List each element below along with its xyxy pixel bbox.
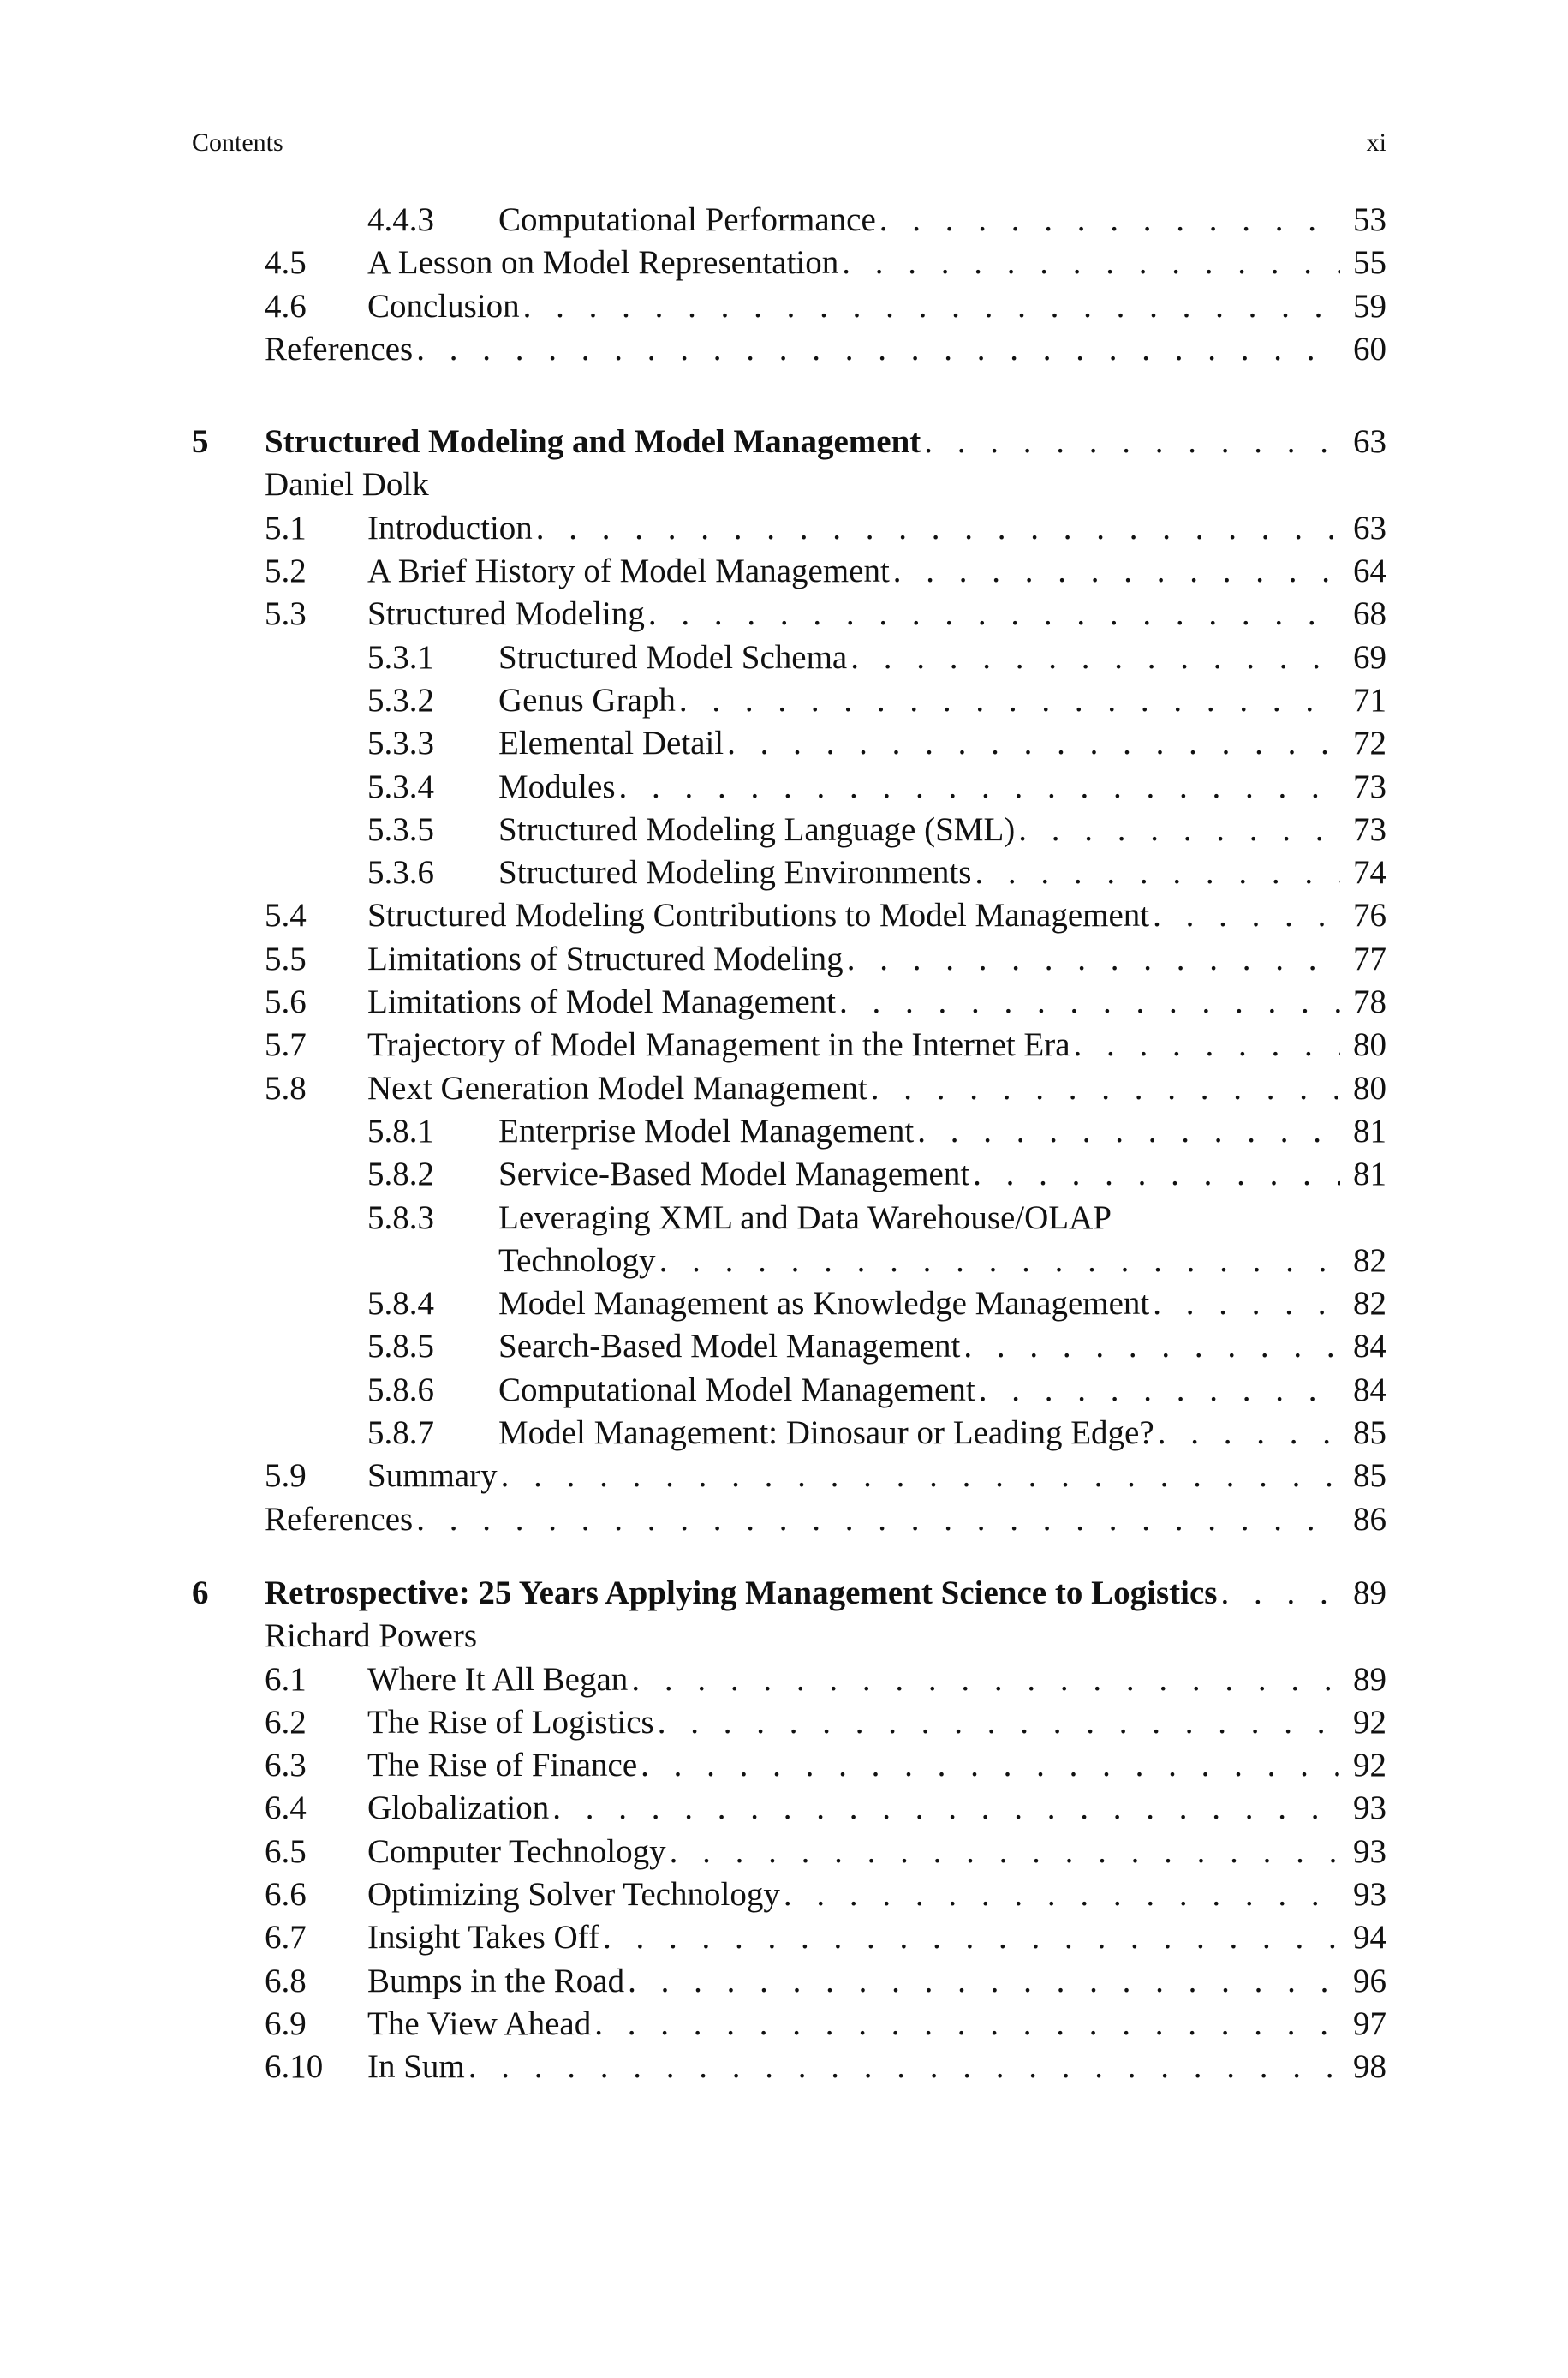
- leader-dots: [658, 1701, 1340, 1744]
- section-title: The View Ahead: [367, 2005, 592, 2042]
- section-title: Structured Model Schema: [498, 638, 848, 676]
- page-ref: 64: [1353, 553, 1386, 590]
- leader-dots: [631, 1658, 1340, 1701]
- toc-entry[interactable]: [192, 1455, 1386, 1497]
- leader-dots: [416, 1498, 1340, 1541]
- leader-dots: [879, 199, 1340, 242]
- page-ref: 80: [1353, 1069, 1386, 1107]
- section-number: 5.3.1: [367, 638, 434, 676]
- section-title: Modules: [498, 768, 616, 805]
- leader-dots: [917, 1110, 1340, 1153]
- leader-dots: [784, 1873, 1340, 1916]
- leader-dots: [523, 285, 1340, 328]
- page-ref: 89: [1353, 1660, 1386, 1698]
- toc-entry[interactable]: [192, 1701, 1386, 1744]
- section-number: 5.8.4: [367, 1285, 434, 1323]
- section-title: References: [265, 330, 414, 367]
- section-number: 6.7: [265, 1919, 307, 1957]
- section-title: Where It All Began: [367, 1660, 629, 1698]
- page-ref: 81: [1353, 1112, 1386, 1150]
- section-title: Structured Modeling Environments: [498, 854, 972, 892]
- section-number: 6.1: [265, 1660, 307, 1698]
- leader-dots: [501, 1455, 1340, 1497]
- toc-entry[interactable]: [192, 1658, 1386, 1701]
- toc-entry[interactable]: [192, 1110, 1386, 1153]
- toc-entry[interactable]: [192, 1024, 1386, 1067]
- page-ref: 68: [1353, 595, 1386, 633]
- section-number: 5.8: [265, 1069, 307, 1107]
- section-title: Insight Takes Off: [367, 1919, 599, 1957]
- section-title: Globalization: [367, 1789, 550, 1827]
- page-ref: 59: [1353, 287, 1386, 325]
- chapter-number: 5: [192, 423, 209, 461]
- section-title: Structured Modeling Language (SML): [498, 810, 1016, 848]
- page-ref: 86: [1353, 1500, 1386, 1538]
- leader-dots: [648, 593, 1340, 636]
- chapter-author: [192, 463, 1386, 506]
- toc-entry[interactable]: [192, 1153, 1386, 1196]
- toc-entry[interactable]: [192, 507, 1386, 550]
- section-title: Genus Graph: [498, 681, 676, 719]
- leader-dots: [871, 1067, 1340, 1110]
- toc-entry[interactable]: [192, 766, 1386, 809]
- page-ref: 76: [1353, 897, 1386, 935]
- page-ref: 73: [1353, 768, 1386, 805]
- toc-entry[interactable]: [192, 2003, 1386, 2046]
- section-title: Computational Performance: [498, 201, 876, 238]
- section-number: 5.8.5: [367, 1328, 434, 1365]
- toc-entry-references[interactable]: [192, 328, 1386, 371]
- section-number: 6.10: [265, 2048, 324, 2086]
- leader-dots: [1158, 1412, 1340, 1455]
- leader-dots: [1074, 1024, 1340, 1067]
- page-ref: 82: [1353, 1285, 1386, 1323]
- chapter-number: 6: [192, 1574, 209, 1611]
- section-title: A Lesson on Model Representation: [367, 244, 839, 282]
- section-number: 5.7: [265, 1026, 307, 1064]
- table-of-contents: [192, 199, 1386, 2088]
- section-number: 6.4: [265, 1789, 307, 1827]
- page-ref: 93: [1353, 1832, 1386, 1870]
- section-number: 5.3.5: [367, 810, 434, 848]
- section-title-line2: Technology: [498, 1241, 656, 1279]
- leader-dots: [679, 679, 1340, 722]
- toc-entry[interactable]: [192, 1197, 1386, 1283]
- section-title: Limitations of Model Management: [367, 983, 836, 1021]
- section-number: 5.6: [265, 983, 307, 1021]
- page-ref: 94: [1353, 1919, 1386, 1957]
- leader-dots: [628, 1960, 1340, 2003]
- page-ref: 63: [1353, 423, 1386, 461]
- page-ref: 71: [1353, 681, 1386, 719]
- leader-dots: [659, 1240, 1340, 1282]
- section-number: 5.9: [265, 1457, 307, 1495]
- section-number: 6.5: [265, 1832, 307, 1870]
- leader-dots: [1153, 894, 1340, 937]
- section-title: Introduction: [367, 509, 533, 547]
- page-ref: 72: [1353, 725, 1386, 762]
- section-title: Next Generation Model Management: [367, 1069, 867, 1107]
- section-title: The Rise of Logistics: [367, 1703, 654, 1741]
- section-title: Trajectory of Model Management in the Internet Era: [367, 1026, 1070, 1064]
- section-title: A Brief History of Model Management: [367, 553, 890, 590]
- section-title: Enterprise Model Management: [498, 1112, 915, 1150]
- section-number: 6.9: [265, 2005, 307, 2042]
- toc-entry[interactable]: [192, 242, 1386, 284]
- leader-dots: [416, 328, 1340, 371]
- section-title: Structured Modeling Contributions to Model Management: [367, 897, 1150, 935]
- section-title: Computer Technology: [367, 1832, 666, 1870]
- toc-entry[interactable]: [192, 1916, 1386, 1959]
- toc-entry[interactable]: [192, 550, 1386, 593]
- section-title: Search-Based Model Management: [498, 1328, 961, 1365]
- toc-entry[interactable]: [192, 938, 1386, 981]
- page-ref: 74: [1353, 854, 1386, 892]
- page-ref: 55: [1353, 244, 1386, 282]
- running-head: Contents: [192, 128, 283, 157]
- leader-dots: [603, 1916, 1340, 1959]
- section-number: 4.5: [265, 244, 307, 282]
- page-ref: 84: [1353, 1328, 1386, 1365]
- toc-entry[interactable]: [192, 285, 1386, 328]
- chapter-entry[interactable]: [192, 421, 1386, 463]
- leader-dots: [727, 722, 1340, 765]
- toc-entry[interactable]: [192, 722, 1386, 765]
- section-number: 5.4: [265, 897, 307, 935]
- toc-entry[interactable]: [192, 1960, 1386, 2003]
- chapter-entry[interactable]: [192, 1572, 1386, 1615]
- toc-entry[interactable]: [192, 1787, 1386, 1830]
- chapter-author: [192, 1615, 1386, 1658]
- page-ref: 96: [1353, 1962, 1386, 1999]
- leader-dots: [641, 1744, 1340, 1787]
- toc-entry[interactable]: [192, 1831, 1386, 1873]
- leader-dots: [552, 1787, 1340, 1830]
- section-title: Limitations of Structured Modeling: [367, 940, 844, 977]
- leader-dots: [850, 636, 1340, 679]
- section-number: 5.2: [265, 553, 307, 590]
- toc-entry[interactable]: [192, 1369, 1386, 1412]
- page-ref: 92: [1353, 1747, 1386, 1784]
- page-number: xi: [1366, 128, 1386, 157]
- toc-entry-references[interactable]: [192, 1498, 1386, 1541]
- page-ref: 93: [1353, 1875, 1386, 1913]
- section-title: Structured Modeling: [367, 595, 645, 633]
- leader-dots: [842, 242, 1340, 284]
- toc-entry[interactable]: [192, 1412, 1386, 1455]
- section-title: The Rise of Finance: [367, 1747, 638, 1784]
- leader-dots: [670, 1831, 1340, 1873]
- toc-entry[interactable]: [192, 981, 1386, 1024]
- section-title: Service-Based Model Management: [498, 1156, 970, 1193]
- leader-dots: [468, 2046, 1340, 2088]
- section-number: 6.6: [265, 1875, 307, 1913]
- page-ref: 98: [1353, 2048, 1386, 2086]
- toc-entry[interactable]: [192, 1325, 1386, 1368]
- section-number: 5.5: [265, 940, 307, 977]
- toc-entry[interactable]: [192, 593, 1386, 636]
- section-number: 5.8.3: [367, 1198, 434, 1236]
- section-number: 5.8.7: [367, 1414, 434, 1452]
- section-number: 5.1: [265, 509, 307, 547]
- page-ref: 97: [1353, 2005, 1386, 2042]
- section-number: 4.6: [265, 287, 307, 325]
- leader-dots: [619, 766, 1341, 809]
- section-title: Computational Model Management: [498, 1371, 975, 1408]
- section-number: 6.3: [265, 1747, 307, 1784]
- page-ref: 53: [1353, 201, 1386, 238]
- section-number: 5.3.6: [367, 854, 434, 892]
- toc-entry[interactable]: [192, 636, 1386, 679]
- section-title: Optimizing Solver Technology: [367, 1875, 780, 1913]
- page-ref: 73: [1353, 810, 1386, 848]
- section-title: In Sum: [367, 2048, 465, 2086]
- leader-dots: [1018, 809, 1340, 851]
- chapter-title: Retrospective: 25 Years Applying Management Science to Logistics: [265, 1574, 1218, 1611]
- toc-entry[interactable]: [192, 1282, 1386, 1325]
- toc-entry[interactable]: [192, 894, 1386, 937]
- leader-dots: [594, 2003, 1340, 2046]
- page-ref: 84: [1353, 1371, 1386, 1408]
- leader-dots: [975, 851, 1340, 894]
- page-ref: 80: [1353, 1026, 1386, 1064]
- toc-entry[interactable]: [192, 679, 1386, 722]
- page-ref: 69: [1353, 638, 1386, 676]
- leader-dots: [1153, 1282, 1340, 1325]
- section-number: 5.3.4: [367, 768, 434, 805]
- page-ref: 93: [1353, 1789, 1386, 1827]
- toc-entry[interactable]: [192, 851, 1386, 894]
- page-ref: 81: [1353, 1156, 1386, 1193]
- author-name: Daniel Dolk: [265, 466, 429, 504]
- author-name: Richard Powers: [265, 1617, 478, 1655]
- leader-dots: [979, 1369, 1340, 1412]
- spacer: [192, 1541, 1386, 1572]
- toc-entry[interactable]: [192, 1873, 1386, 1916]
- section-number: 4.4.3: [367, 201, 434, 238]
- section-number: 5.8.6: [367, 1371, 434, 1408]
- leader-dots: [973, 1153, 1340, 1196]
- leader-dots: [893, 550, 1340, 593]
- chapter-title: Structured Modeling and Model Management: [265, 423, 921, 461]
- spacer: [192, 371, 1386, 421]
- leader-dots: [847, 938, 1340, 981]
- section-number: 5.8.2: [367, 1156, 434, 1193]
- section-number: 5.8.1: [367, 1112, 434, 1150]
- toc-entry[interactable]: [192, 809, 1386, 851]
- page-ref: 92: [1353, 1703, 1386, 1741]
- leader-dots: [1220, 1572, 1340, 1615]
- section-title: References: [265, 1500, 414, 1538]
- toc-entry[interactable]: [192, 1067, 1386, 1110]
- page-ref: 77: [1353, 940, 1386, 977]
- section-number: 6.8: [265, 1962, 307, 1999]
- section-title: Elemental Detail: [498, 725, 724, 762]
- section-title-line1: Leveraging XML and Data Warehouse/OLAP: [498, 1198, 1112, 1236]
- section-title: Bumps in the Road: [367, 1962, 625, 1999]
- page-ref: 60: [1353, 330, 1386, 367]
- leader-dots: [536, 507, 1340, 550]
- section-number: 5.3: [265, 595, 307, 633]
- section-title: Conclusion: [367, 287, 520, 325]
- section-number: 6.2: [265, 1703, 307, 1741]
- toc-entry[interactable]: [192, 199, 1386, 242]
- section-title: Model Management as Knowledge Management: [498, 1285, 1150, 1323]
- page-ref: 78: [1353, 983, 1386, 1021]
- section-number: 5.3.2: [367, 681, 434, 719]
- page-ref: 85: [1353, 1414, 1386, 1452]
- leader-dots: [839, 981, 1340, 1024]
- page-header: [192, 128, 1386, 163]
- page-ref: 63: [1353, 509, 1386, 547]
- leader-dots: [924, 421, 1340, 463]
- section-title: Summary: [367, 1457, 498, 1495]
- page-ref: 89: [1353, 1574, 1386, 1611]
- section-number: 5.3.3: [367, 725, 434, 762]
- section-title: Model Management: Dinosaur or Leading Edge?: [498, 1414, 1154, 1452]
- page-ref: 82: [1353, 1241, 1386, 1279]
- toc-entry[interactable]: [192, 2046, 1386, 2088]
- page-ref: 85: [1353, 1457, 1386, 1495]
- leader-dots: [963, 1325, 1340, 1368]
- toc-entry[interactable]: [192, 1744, 1386, 1787]
